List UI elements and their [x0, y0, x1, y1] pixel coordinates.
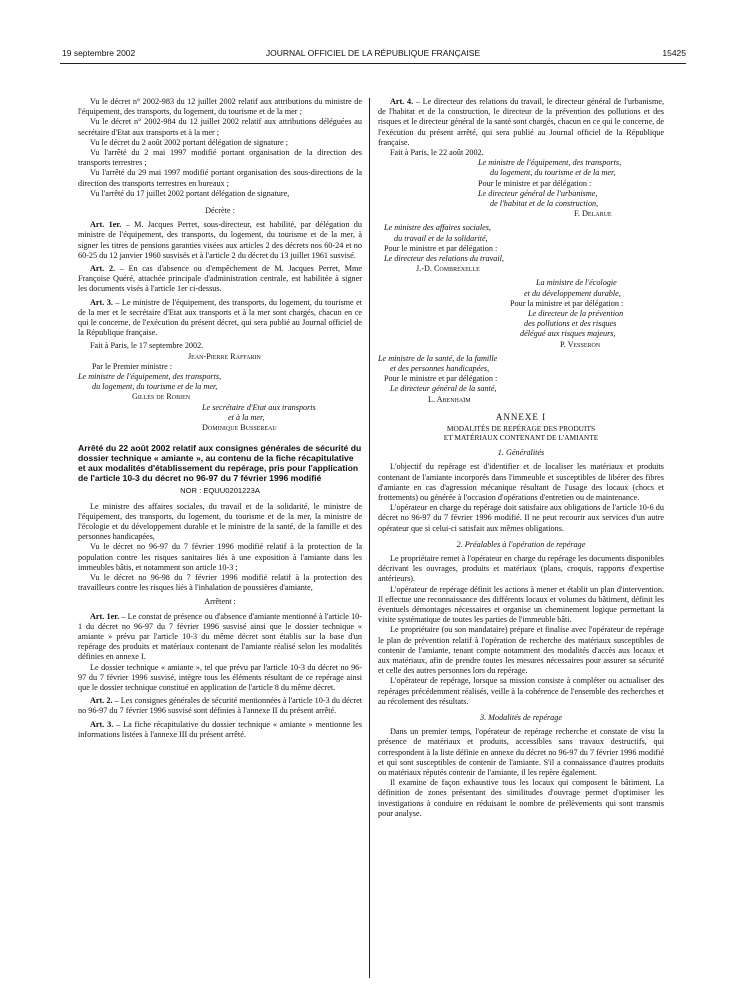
article-2: [78, 264, 362, 295]
decrete-heading: Décrète :: [205, 206, 235, 216]
signature-title: et du développement durable,: [524, 288, 621, 298]
fait-a-paris: Fait à Paris, le 17 septembre 2002.: [90, 341, 204, 351]
visa: Vu le décret n° 2002-984 du 12 juillet 2002 relatif aux attributions déléguées au secrétaire d'Etat aux transports et à la mer ;: [78, 117, 362, 137]
signature-line: Pour la ministre et par délégation :: [510, 298, 624, 308]
signature-name: F. Delarue: [574, 209, 612, 219]
signature-title: du travail et de la solidarité,: [394, 233, 488, 243]
paragraph: Le propriétaire remet à l'opérateur en charge du repérage les documents disponibles décrivant les ouvrages, produits et matériaux (plans, croquis, rapports d'expertise antérieurs).: [378, 553, 664, 584]
article-3: [78, 720, 362, 740]
signature-title: Le ministre des affaires sociales,: [384, 223, 491, 233]
visa: Vu le décret no 96-97 du 7 février 1996 modifié relatif à la protection de la population contre les risques sanitaires liés à une exposition à l'amiante dans les immeubles bâtis, et notamment son article 10-3 ;: [78, 542, 362, 572]
visa: Vu l'arrêté du 17 juillet 2002 portant délégation de signature,: [90, 188, 290, 198]
nor-reference: NOR : EQUU0201223A: [180, 486, 260, 496]
signature-title: Le directeur général de l'urbanisme,: [478, 188, 598, 198]
right-column: [378, 97, 664, 819]
signature-title: de l'habitat et de la construction,: [490, 199, 599, 209]
left-column: [78, 97, 362, 740]
article-label: Art. 2.: [90, 696, 113, 706]
fait-a-paris: Fait à Paris, le 22 août 2002.: [390, 148, 484, 158]
signature-title: Le directeur de la prévention: [528, 309, 624, 319]
article-text: – Le ministre de l'équipement, des transports, du logement, du tourisme et de la mer et le secrétaire d'Etat aux transports et à la mer sont chargés, chacun en ce qui le concerne, de l'exécution du présent décret, qui sera publié au Journal officiel de la République française.: [78, 297, 362, 338]
paragraph: L'opérateur de repérage définit les actions à mener et établit un plan d'intervention. Il effectue une reconnaissance des différents locaux et volumes du bâtiment, définit les éventuels démontages nécessaires et organise un cheminement logique permettant la visite systématique de toutes les parties de l'immeuble bâti.: [378, 584, 664, 625]
signature-title: délégué aux risques majeurs,: [520, 329, 616, 339]
paragraph: Le dossier technique « amiante », tel que prévu par l'article 10-3 du décret no 96-97 du 7 février 1996 susvisé, intègre tous les éléments résultant de ce repérage ainsi que le dossier technique constitué en application de l'article 8 du même décret.: [78, 662, 362, 692]
article-label: Art. 1er.: [90, 220, 122, 230]
article-label: Art. 4.: [390, 97, 414, 106]
annexe-subtitle: MODALITÉS DE REPÉRAGE DES PRODUITS: [446, 424, 596, 434]
section-heading: 3. Modalités de repérage: [479, 712, 562, 722]
signature-name: Gilles de Robien: [132, 392, 191, 402]
visa: Vu le décret no 96-98 du 7 février 1996 modifié relatif à la protection des travailleurs contre les risques liés à l'inhalation de poussières d'amiante,: [78, 572, 362, 593]
signature-title: Le ministre de la santé, de la famille: [378, 353, 498, 363]
article-4: [378, 97, 664, 148]
section-heading: 1. Généralités: [497, 448, 545, 458]
signature-line: Pour le ministre et par délégation :: [384, 374, 498, 384]
signature-name: Jean-Pierre Raffarin: [188, 351, 261, 361]
page-header: [60, 48, 686, 62]
signature-title: des pollutions et des risques: [524, 319, 617, 329]
visa: Vu l'arrêté du 2 mai 1997 modifié portant organisation de la direction des transports terrestres ;: [78, 148, 362, 168]
signature-line: Pour le ministre et par délégation :: [384, 243, 498, 253]
header-page-number: 15425: [662, 48, 686, 58]
signature-line: Par le Premier ministre :: [92, 361, 173, 371]
article-text: – Le constat de présence ou d'absence d'amiante mentionné à l'article 10-1 du décret no 96-97 du 7 février 1996 susvisé ainsi que le dossier technique « amiante » prévu par l'article 10-3 du même décret sont établis sur la base d'un repérage des produits et matériaux contenant de l'amiante réalisé selon les modalités définies en annexe I.: [78, 611, 362, 662]
header-journal-title: JOURNAL OFFICIEL DE LA RÉPUBLIQUE FRANÇAISE: [265, 48, 481, 58]
signature-title: Le secrétaire d'Etat aux transports: [202, 402, 316, 412]
article-text: – Les consignes générales de sécurité mentionnées à l'article 10-3 du décret no 96-97 du 7 février 1996 susvisé sont définies à l'annexe II du présent arrêté.: [78, 696, 362, 716]
signature-name: P. Vesseron: [560, 339, 601, 349]
signature-title: Le directeur des relations du travail,: [384, 254, 504, 264]
header-rule: [60, 63, 686, 64]
paragraph: L'objectif du repérage est d'identifier et de localiser les matériaux et produits contenant de l'amiante incorporés dans l'immeuble et susceptibles de libérer des fibres d'amiante en cas d'agression mécanique résultant de l'usage des locaux (chocs et frottements) ou générée à l'occasion d'opérations d'entretien ou de maintenance.: [378, 462, 664, 502]
signature-title: du logement, du tourisme et de la mer,: [92, 382, 218, 392]
article-text: – En cas d'absence ou d'empêchement de M. Jacques Perret, Mme Françoise Quéré, attachée principale d'administration centrale, est habilitée à signer les documents visés à l'article 1er ci-dessus.: [78, 264, 362, 294]
visa: Vu l'arrêté du 29 mai 1997 modifié portant organisation des sous-directions de la direction des transports terrestres en bureaux ;: [78, 168, 362, 188]
paragraph: Dans un premier temps, l'opérateur de repérage recherche et constate de visu la présence de matériaux et produits, accessibles sans travaux destructifs, qui correspondent à la liste définie en annexe du décret no 96-97 du 7 février 1996 modifié et qui sont susceptibles de contenir de l'amiante. S'il a connaissance d'autres produits ou matériaux réputés contenir de l'amiante, il les repère également.: [378, 727, 664, 777]
paragraph: Le propriétaire (ou son mandataire) prépare et finalise avec l'opérateur de repérage le plan de prévention relatif à l'opération de recherche des matériaux susceptibles de contenir de l'amiante, tenant compte notamment des modalités d'accès aux locaux et aux matériaux, afin de prendre toutes les mesures nécessaires pour assurer sa sécurité et celle des autres personnes lors du repérage.: [378, 625, 664, 676]
article-text: – M. Jacques Perret, sous-directeur, est habilité, par délégation du ministre de l'équipement, des transports, du logement, du tourisme et de la mer, à signer les titres de pensions garanties visées aux articles 2 des décrets nos 60-24 et no 60-25 du 12 janvier 1960 susvisés et à l'article 2 du décret du 13 juillet 1961 susvisé.: [78, 220, 362, 260]
header-date: 19 septembre 2002: [62, 48, 136, 58]
annexe-subtitle: ET MATÉRIAUX CONTENANT DE L'AMIANTE: [443, 433, 599, 443]
article-label: Art. 1er.: [90, 611, 120, 621]
signature-title: Le ministre de l'équipement, des transports,: [78, 372, 222, 382]
article-1: [78, 612, 362, 663]
article-label: Art. 2.: [90, 264, 116, 274]
signature-title: et à la mer,: [228, 412, 265, 422]
article-label: Art. 3.: [90, 719, 114, 729]
paragraph: L'opérateur en charge du repérage doit satisfaire aux obligations de l'article 10-6 du décret no 96-97 du 7 février 1996 modifié. Il ne peut recourir aux services d'un autre opérateur que si celui-ci satisfait aux mêmes obligations.: [378, 503, 664, 533]
section-heading: 2. Préalables à l'opération de repérage: [456, 539, 586, 549]
signature-title: Le directeur général de la santé,: [390, 384, 497, 394]
article-label: Art. 3.: [90, 297, 113, 307]
signature-title: du logement, du tourisme et de la mer,: [490, 168, 616, 178]
signature-title: Le ministre de l'équipement, des transports,: [478, 158, 622, 168]
signature-title: et des personnes handicapées,: [390, 364, 490, 374]
arrete-title: Arrêté du 22 août 2002 relatif aux consignes générales de sécurité du dossier technique « amiante », au contenu de la fiche récapitulative et aux modalités d'établissement du repérage, pris pour l'application de l'article 10-3 du décret no 96-97 du 7 février 1996 modifié: [78, 443, 362, 484]
signature-name: J.-D. Combrexelle: [416, 264, 480, 274]
signature-name: Dominique Bussereau: [202, 423, 277, 433]
annexe-title: ANNEXE I: [495, 411, 547, 422]
signature-line: Pour le ministre et par délégation :: [478, 178, 592, 188]
column-divider: [369, 98, 370, 978]
signature-title: La ministre de l'écologie: [536, 278, 617, 288]
article-1: [78, 220, 362, 261]
visa: Vu le décret n° 2002-983 du 12 juillet 2002 relatif aux attributions du ministre de l'équipement, des transports, du logement, du tourisme et de la mer ;: [78, 97, 362, 117]
preamble: Le ministre des affaires sociales, du travail et de la solidarité, le ministre de l'équipement, des transports, du logement, du tourisme et de la mer, la ministre de l'écologie et du développement durable et le ministre de la santé, de la famille et des personnes handicapées,: [78, 501, 362, 542]
paragraph: L'opérateur de repérage, lorsque sa mission consiste à compléter ou actualiser des repérages précédemment réalisés, veille à la cohérence de l'ensemble des recherches et au récolement des résultats.: [378, 676, 664, 706]
visa: Vu le décret du 2 août 2002 portant délégation de signature ;: [90, 137, 288, 147]
article-text: – La fiche récapitulative du dossier technique « amiante » mentionne les informations listées à l'annexe III du présent arrêté.: [78, 719, 362, 739]
article-2: [78, 696, 362, 716]
signature-name: L. Abenhaïm: [428, 394, 471, 404]
article-text: – Le directeur des relations du travail, le directeur général de l'urbanisme, de l'habitat et de la construction, le directeur de la prévention des pollutions et des risques et le directeur général de la santé sont chargés, chacun en ce qui le concerne, de l'exécution du présent arrêté, qui sera publié au Journal officiel de la République française.: [378, 97, 664, 147]
paragraph: Il examine de façon exhaustive tous les locaux qui composent le bâtiment. La définition de zones présentant des similitudes d'ouvrage permet d'optimiser les investigations à conduire en réduisant le nombre de prélèvements qui sont transmis pour analyse.: [378, 778, 664, 818]
article-3: [78, 298, 362, 339]
arretent-heading: Arrêtent :: [204, 597, 236, 607]
